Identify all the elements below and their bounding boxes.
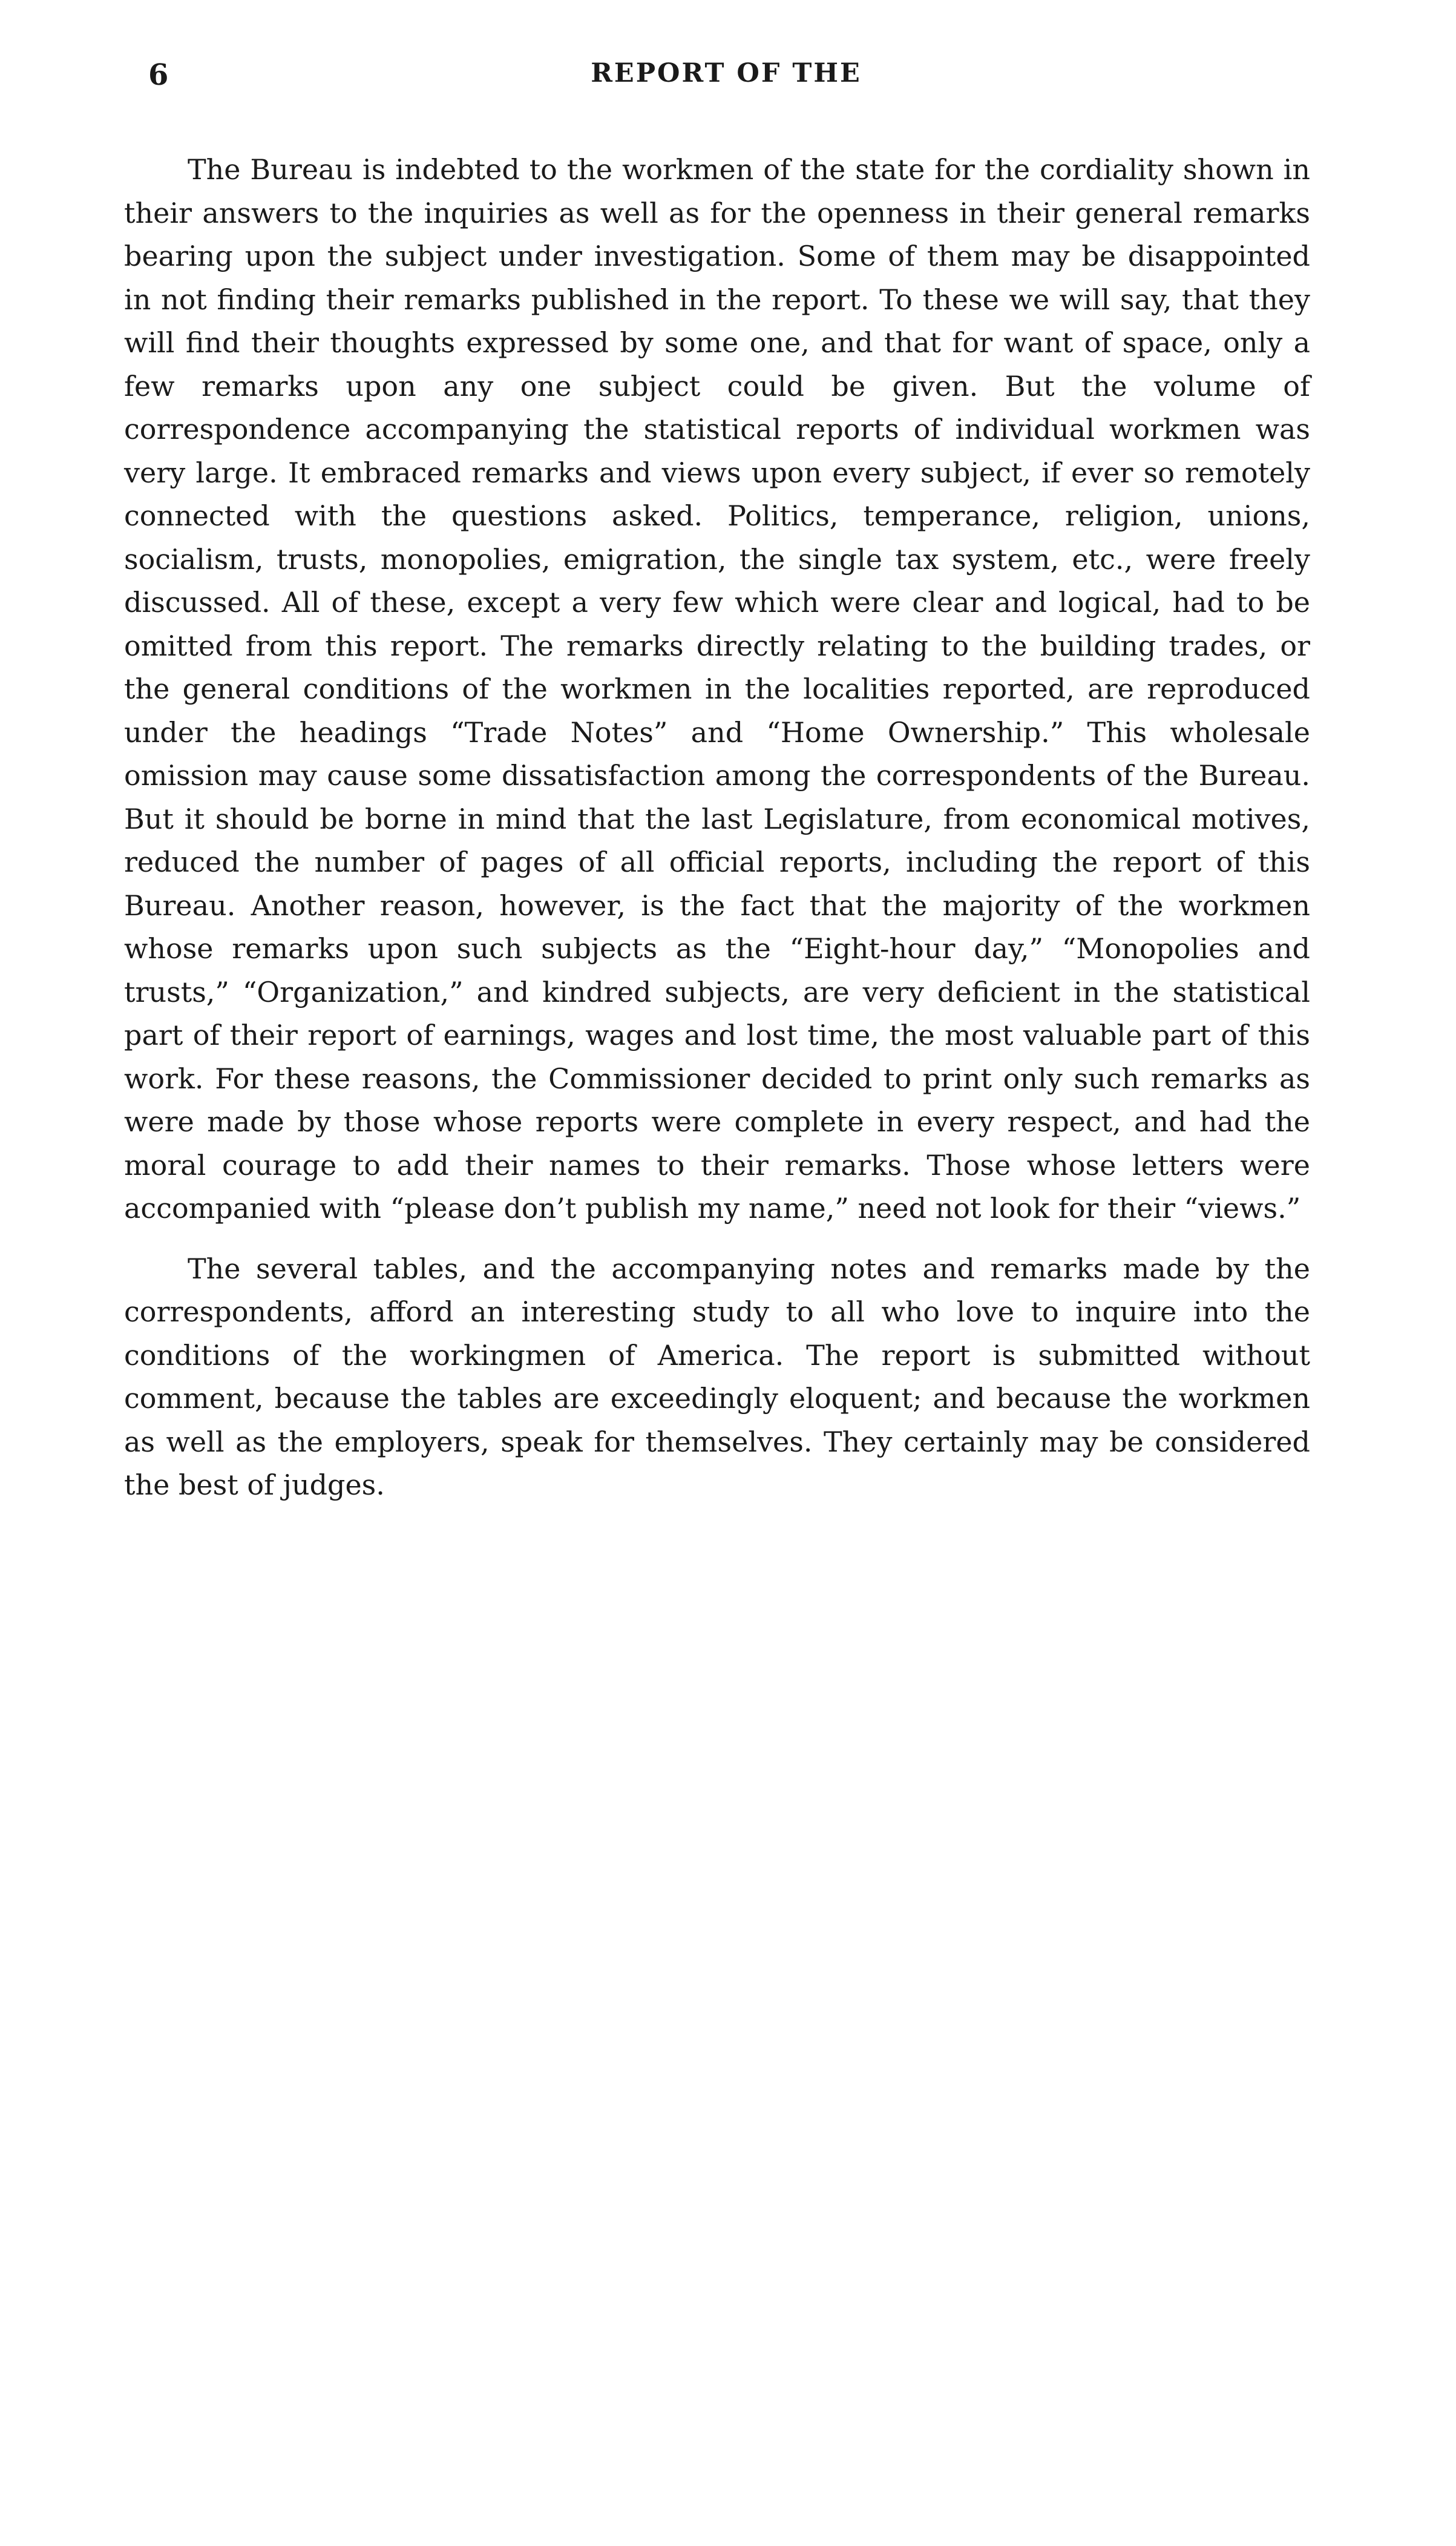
running-head — [124, 58, 1334, 100]
running-head-title: REPORT OF THE — [591, 58, 862, 88]
body-text — [124, 148, 1310, 1507]
page-number: 6 — [148, 58, 169, 92]
paragraph-1: The Bureau is indebted to the workmen of the state for the cordiality shown in their answers to the inquiries as well as for the openness in their general remarks bearing upon the subject under investigation. Some of them may be disappointed in not finding their remarks published in the report. To these we will say, that they will find their thoughts expressed by some one, and that for want of space, only a few remarks upon any one subject could be given. But the volume of correspondence accompanying the statistical reports of individual workmen was very large. It embraced remarks and views upon every subject, if ever so remotely connected with the questions asked. Politics, temperance, religion, unions, socialism, trusts, monopolies, emigration, the single tax system, etc., were freely discussed. All of these, except a very few which were clear and logical, had to be omitted from this report. The remarks directly relating to the building trades, or the general conditions of the workmen in the localities reported, are reproduced under the headings “Trade Notes” and “Home Ownership.” This wholesale omission may cause some dissatisfaction among the correspondents of the Bureau. But it should be borne in mind that the last Legislature, from economical motives, reduced the number of pages of all official reports, including the report of this Bureau. Another reason, however, is the fact that the majority of the workmen whose remarks upon such subjects as the “Eight-hour day,” “Monopolies and trusts,” “Organization,” and kindred subjects, are very deficient in the statistical part of their report of earnings, wages and lost time, the most valuable part of this work. For these reasons, the Commissioner decided to print only such remarks as were made by those whose reports were complete in every respect, and had the moral courage to add their names to their remarks. Those whose letters were accompanied with “please don’t publish my name,” need not look for their “views.” — [124, 153, 1310, 1225]
paragraph-2: The several tables, and the accompanying notes and remarks made by the correspondents, afford an interesting study to all who love to inquire into the conditions of the workingmen of America. The report is submitted without comment, because the tables are exceedingly eloquent; and because the workmen as well as the employers, speak for themselves. They certainly may be considered the best of judges. — [124, 1252, 1310, 1501]
